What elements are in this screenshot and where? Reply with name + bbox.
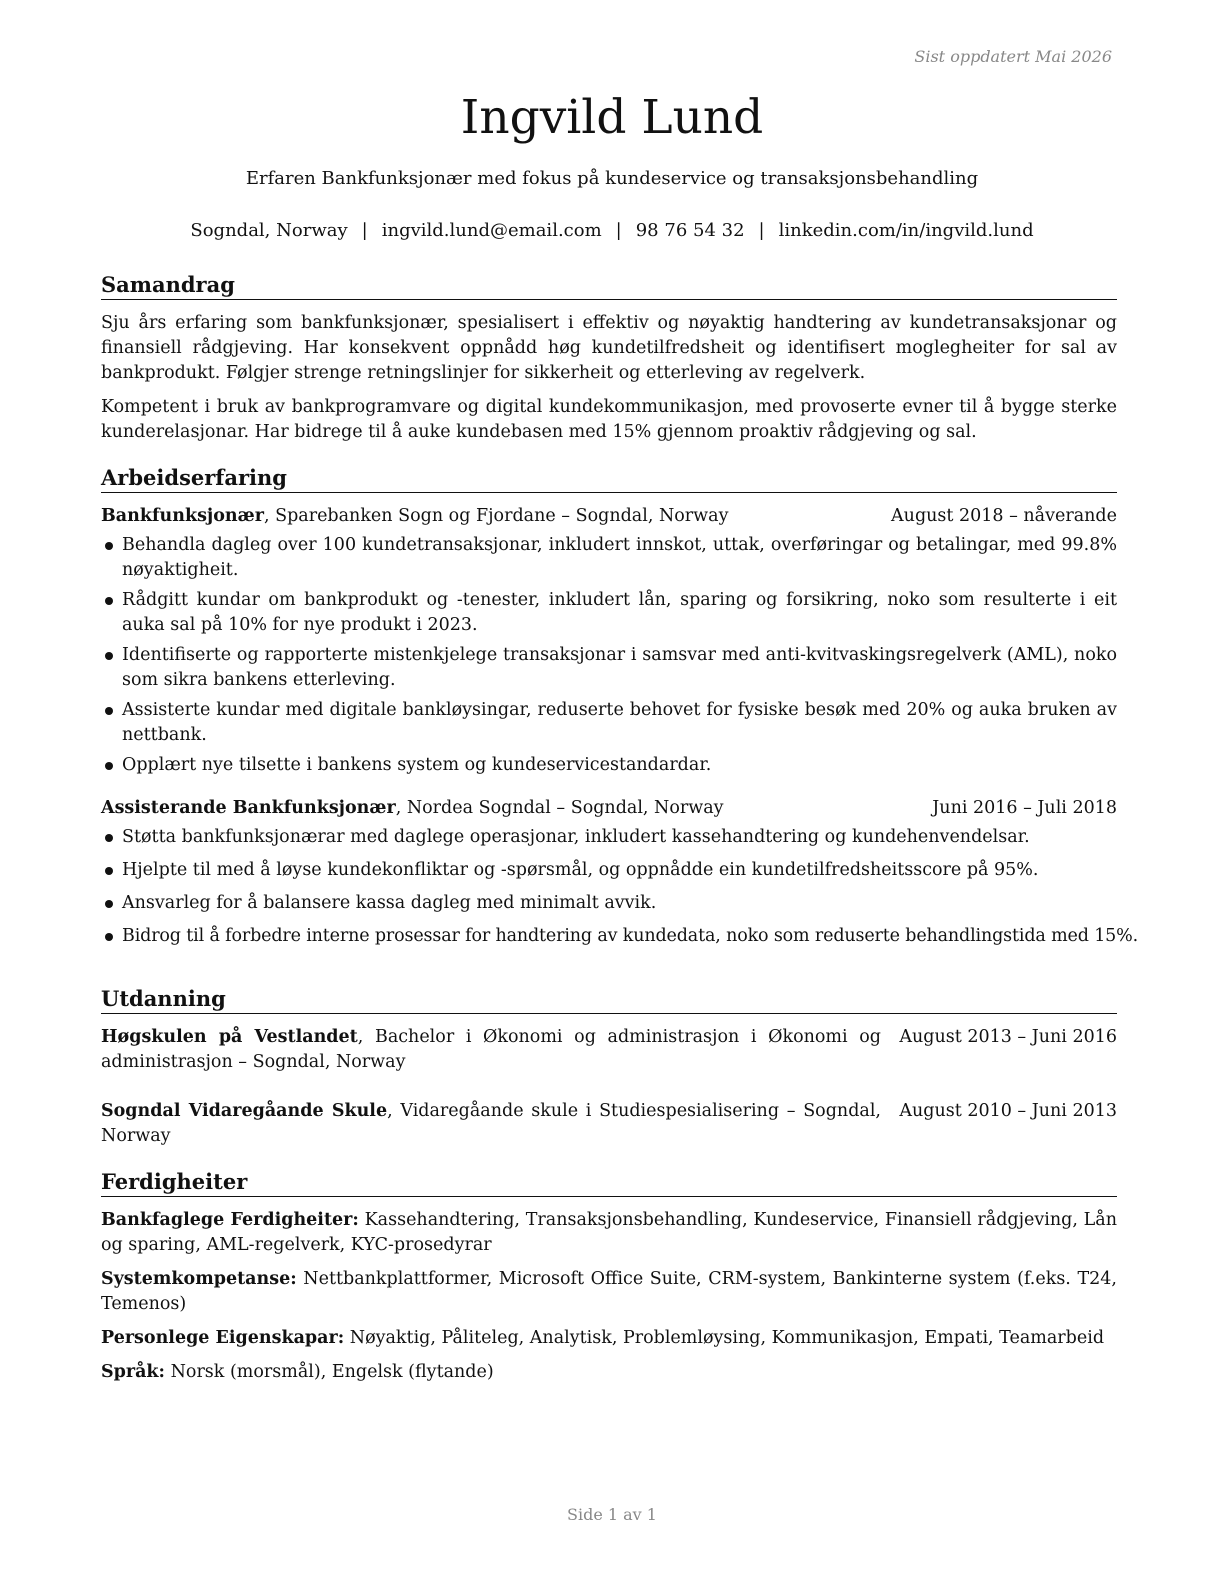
list-item: Assisterte kundar med digitale bankløysingar, reduserte behovet for fysiske besøk med 20% og auka bruken av nettbank. xyxy=(101,698,1117,748)
list-item: Bidrog til å forbedre interne prosessar for handtering av kundedata, noko som reduserte behandlingstida med 15%. xyxy=(101,924,1117,949)
skill-line xyxy=(101,1360,1117,1385)
skill-label: Språk: xyxy=(101,1362,166,1382)
list-item: Hjelpte til med å løyse kundekonfliktar og -spørsmål, og oppnådde ein kundetilfredsheitsscore på 95%. xyxy=(101,858,1117,883)
tagline: Erfaren Bankfunksjonær med fokus på kundeservice og transaksjonsbehandling xyxy=(245,168,979,189)
list-item: Rådgitt kundar om bankprodukt og -tenester, inkludert lån, sparing og forsikring, noko som resulterte i eit auka sal på 10% for nye produkt i 2023. xyxy=(101,588,1117,638)
job-header xyxy=(101,796,1117,821)
job-bullets xyxy=(101,825,1139,949)
summary-paragraph: Kompetent i bruk av bankprogramvare og digital kundekommunikasjon, med provoserte evner til å bygge sterke kunderelasjonar. Har bidrege til å auke kundebasen med 15% gjennom proaktiv rådgjeving og sal. xyxy=(101,397,1117,442)
education-entry xyxy=(101,1099,1117,1149)
section-title-summary: Samandrag xyxy=(101,271,1117,300)
job-role: Bankfunksjonær xyxy=(101,506,264,526)
job-entry xyxy=(101,504,1117,778)
skill-value: Nettbankplattformer, Microsoft Office Suite, CRM-system, Bankinterne system (f.eks. T24, Temenos) xyxy=(101,1269,1117,1314)
education-school: Høgskulen på Vestlandet xyxy=(101,1027,358,1047)
job-org: , Nordea Sogndal – Sogndal, Norway xyxy=(395,798,724,818)
education-school: Sogndal Vidaregåande Skule xyxy=(101,1101,388,1121)
summary-paragraph: Sju års erfaring som bankfunksjonær, spesialisert i effektiv og nøyaktig handtering av kundetransaksjonar og finansiell rådgjeving. Har konsekvent oppnådd høg kundetilfredsheit og identifisert moglegheiter for sal av bankprodukt. Følgjer strenge retningslinjer for sikkerheit og etterleving av regelverk. xyxy=(101,313,1117,383)
skill-line xyxy=(101,1267,1117,1317)
list-item: Identifiserte og rapporterte mistenkjelege transaksjonar i samsvar med anti-kvitvaskingsregelverk (AML), noko som sikra bankens etterleving. xyxy=(101,643,1117,693)
job-dates: Juni 2016 – Juli 2018 xyxy=(932,798,1117,818)
skill-label: Bankfaglege Ferdigheiter: xyxy=(101,1210,359,1230)
skill-label: Systemkompetanse: xyxy=(101,1269,297,1289)
job-org: , Sparebanken Sogn og Fjordane – Sogndal, Norway xyxy=(263,506,729,526)
education-section xyxy=(101,985,1117,1149)
skill-value: Norsk (morsmål), Engelsk (flytande) xyxy=(165,1362,494,1382)
summary-section xyxy=(101,271,1117,454)
job-dates: August 2018 – nåverande xyxy=(891,506,1117,526)
contact-separator: | xyxy=(361,220,368,241)
experience-section xyxy=(101,464,1139,954)
contact-email[interactable]: ingvild.lund@email.com xyxy=(381,220,602,241)
last-updated: Sist oppdatert Mai 2026 xyxy=(914,47,1112,66)
candidate-name: Ingvild Lund xyxy=(460,90,764,145)
section-title-experience: Arbeidserfaring xyxy=(101,464,1117,493)
section-title-education: Utdanning xyxy=(101,985,1117,1014)
contact-separator: | xyxy=(615,220,622,241)
job-bullets xyxy=(101,533,1117,778)
skill-line xyxy=(101,1326,1117,1351)
list-item: Opplært nye tilsette i bankens system og kundeservicestandardar. xyxy=(101,753,1117,778)
job-role: Assisterande Bankfunksjonær xyxy=(101,798,396,818)
section-title-skills: Ferdigheiter xyxy=(101,1168,1117,1197)
contact-separator: | xyxy=(758,220,765,241)
contact-linkedin[interactable]: linkedin.com/in/ingvild.lund xyxy=(778,220,1034,241)
education-dates: August 2013 – Juni 2016 xyxy=(899,1027,1117,1047)
contact-location: Sogndal, Norway xyxy=(190,220,348,241)
list-item: Støtta bankfunksjonærar med daglege operasjonar, inkludert kassehandtering og kundehenvendelsar. xyxy=(101,825,1117,850)
contact-line xyxy=(0,218,1224,243)
education-dates: August 2010 – Juni 2013 xyxy=(899,1101,1117,1121)
list-item: Ansvarleg for å balansere kassa dagleg med minimalt avvik. xyxy=(101,891,1117,916)
skill-value: Kassehandtering, Transaksjonsbehandling, Kundeservice, Finansiell rådgjeving, Lån og sparing, AML-regelverk, KYC-prosedyrar xyxy=(101,1210,1117,1255)
page-number: Side 1 av 1 xyxy=(567,1505,657,1524)
job-entry xyxy=(101,796,1139,949)
skill-label: Personlege Eigenskapar: xyxy=(101,1328,345,1348)
list-item: Behandla dagleg over 100 kundetransaksjonar, inkludert innskot, uttak, overføringar og betalingar, med 99.8% nøyaktigheit. xyxy=(101,533,1117,583)
education-detail: , Vidaregåande skule i Studiespesialisering – Sogndal, Norway xyxy=(101,1101,881,1146)
skills-section xyxy=(101,1168,1117,1394)
education-detail: , Bachelor i Økonomi og administrasjon i Økonomi og administrasjon – Sogndal, Norway xyxy=(101,1027,881,1072)
contact-phone: 98 76 54 32 xyxy=(635,220,745,241)
skill-line xyxy=(101,1208,1117,1258)
education-entry xyxy=(101,1025,1117,1075)
skill-value: Nøyaktig, Påliteleg, Analytisk, Problemløysing, Kommunikasjon, Empati, Teamarbeid xyxy=(344,1328,1105,1348)
job-header xyxy=(101,504,1117,529)
